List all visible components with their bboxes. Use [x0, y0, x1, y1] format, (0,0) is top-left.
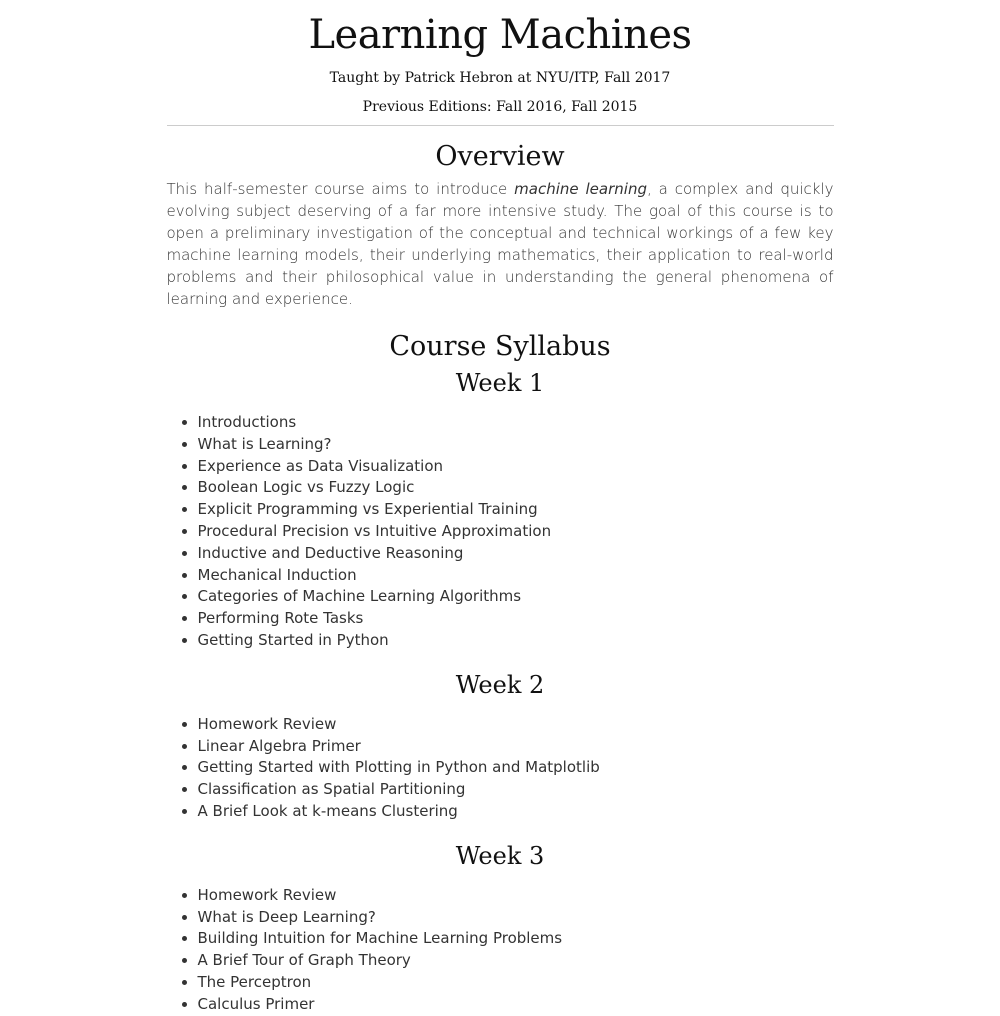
week-section [167, 668, 834, 823]
topic-item: • Mechanical Induction [198, 565, 834, 587]
topic-item: • Introductions [198, 412, 834, 434]
overview-heading: Overview [435, 141, 565, 172]
topic-item: • Procedural Precision vs Intuitive Approximation [198, 521, 834, 543]
topic-list [167, 885, 834, 1016]
page [167, 0, 834, 1016]
page-header [167, 10, 834, 126]
overview-section [167, 138, 834, 310]
edition-link-fall-2016[interactable]: Fall 2016 [496, 99, 563, 115]
week-heading: Week 3 [455, 841, 545, 870]
topic-list [167, 412, 834, 652]
topic-item: • Calculus Primer [198, 994, 834, 1016]
topic-item: • Getting Started with Plotting in Python and Matplotlib [198, 757, 834, 779]
topic-item: • A Brief Look at k-means Clustering [198, 801, 834, 823]
header-divider [167, 125, 834, 126]
topic-item: • Linear Algebra Primer [198, 736, 834, 758]
topic-item: • The Perceptron [198, 972, 834, 994]
topic-item: • Boolean Logic vs Fuzzy Logic [198, 477, 834, 499]
topic-item: • Getting Started in Python [198, 630, 834, 652]
page-title: Learning Machines [308, 12, 692, 58]
week-section [167, 839, 834, 1016]
topic-item: • Homework Review [198, 885, 834, 907]
week-heading: Week 1 [455, 369, 545, 397]
topic-item: • Homework Review [198, 714, 834, 736]
topic-item: • Classification as Spatial Partitioning [198, 779, 834, 801]
overview-emphasis: machine learning [514, 180, 647, 198]
editions-separator: , [562, 99, 572, 115]
syllabus-heading: Course Syllabus [389, 331, 611, 362]
week-section [167, 366, 834, 652]
topic-item: • Categories of Machine Learning Algorithms [198, 586, 834, 608]
weeks-container [167, 366, 834, 1016]
week-heading: Week 2 [455, 670, 545, 699]
syllabus-section [167, 328, 834, 1016]
topic-item: • Building Intuition for Machine Learning Problems [198, 928, 834, 950]
topic-item: • What is Deep Learning? [198, 907, 834, 929]
edition-link-fall-2015[interactable]: Fall 2015 [571, 99, 638, 115]
overview-text-before: This half-semester course aims to introduce [166, 180, 515, 198]
overview-text-after: , a complex and quickly evolving subject deserving of a far more intensive study. The goal of this course is to open a preliminary investigation of the conceptual and technical workings of a few key machine learning models, their underlying mathematics, their application to real-world problems and their philosophical value in understanding the general phenomena of learning and experience. [166, 180, 834, 308]
course-subtitle: Taught by Patrick Hebron at NYU/ITP, Fall 2017 [329, 70, 671, 86]
topic-item: • Performing Rote Tasks [198, 608, 834, 630]
overview-paragraph [167, 178, 834, 310]
topic-item: • Experience as Data Visualization [198, 456, 834, 478]
topic-item: • Explicit Programming vs Experiential Training [198, 499, 834, 521]
topic-item: • What is Learning? [198, 434, 834, 456]
topic-item: • Inductive and Deductive Reasoning [198, 543, 834, 565]
previous-editions-label: Previous Editions: [362, 99, 497, 115]
topic-item: • A Brief Tour of Graph Theory [198, 950, 834, 972]
previous-editions [167, 97, 834, 117]
topic-list [167, 714, 834, 823]
